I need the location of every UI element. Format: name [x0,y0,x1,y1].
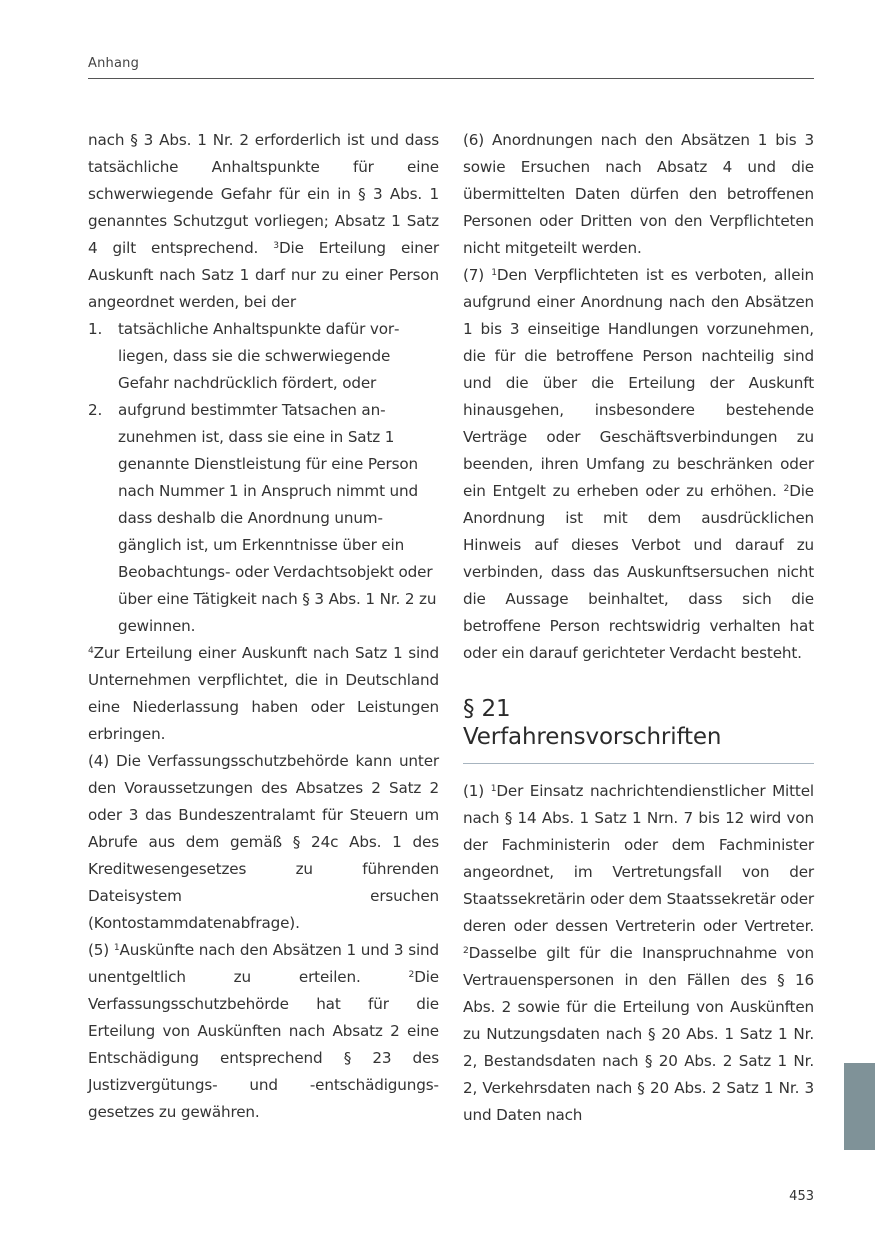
section-number: § 21 [463,696,511,722]
sentence-number: 1 [113,942,120,953]
running-head: Anhang [88,56,140,71]
sentence-number: 2 [783,483,790,494]
text: Der Einsatz nachrichtendienstlicher Mittel nach § 14 Abs. 1 Satz 1 Nrn. 7 bis 12 wird von der Fachministerin oder dem Fachminister angeordnet, im Vertretungsfall von der Staatssekretärin oder dem Staatssekretär oder deren oder dessen Vertreterin oder Vertreter. [463,782,815,935]
list-number: 1. [88,320,103,338]
list-text: tatsächliche Anhaltspunkte dafür vorliegen, dass sie die schwerwiegende Gefahr nachdrücklich fördert, oder [118,320,400,392]
text: (1) [463,782,491,800]
header-rule [88,78,814,79]
sentence-number: 2 [463,945,469,956]
section-heading [463,695,814,751]
list-number: 2. [88,401,103,419]
text: Den Verpflichteten ist es verboten, allein aufgrund einer Anordnung nach den Absätzen 1 bis 3 einseitige Handlungen vorzunehmen, die für die betroffene Person nachteilig sind und die über die Erteilung der Auskunft hinausgehen, insbesondere bestehende Verträge oder Geschäftsverbindungen zu beenden, ihren Umfang zu beschränken oder ein Entgelt zu erheben oder zu erhöhen. [463,266,814,500]
section-title: Verfahrensvorschriften [463,724,722,750]
list-text: aufgrund bestimmter Tatsachen anzunehmen ist, dass sie eine in Satz 1 genannte Dienstleistung für eine Person nach Nummer 1 in Anspruch nimmt und dass deshalb die Anordnung unumgänglich ist, um Erkenntnisse über ein Beobachtungs- oder Verdachtsobjekt oder über eine Tätigkeit nach § 3 Abs. 1 Nr. 2 zu gewinnen. [118,401,437,635]
text: nach § 3 Abs. 1 Nr. 2 erforderlich ist und dass tatsächliche Anhaltspunkte für eine schwerwiegende Gefahr für ein in § 3 Abs. 1 genanntes Schutzgut vorliegen; Absatz 1 Satz 4 gilt entsprechend. [88,131,439,257]
text: (7) [463,266,492,284]
sentence-number: 1 [490,783,497,794]
sentence-number: 3 [273,240,279,251]
sentence-number: 4 [88,645,94,656]
text: Dasselbe gilt für die Inanspruchnahme von Vertrauenspersonen in den Fällen des § 16 Abs. 2 sowie für die Erteilung von Auskünften zu Nutzungsdaten nach § 20 Abs. 1 Satz 1 Nr. 2, Bestandsdaten nach § 20 Abs. 2 Satz 1 Nr. 2, Verkehrsdaten nach § 20 Abs. 2 Satz 1 Nr. 3 und Daten nach [463,944,814,1124]
paragraph-7 [463,262,814,667]
section-rule [463,763,814,764]
right-column [463,127,814,1129]
text: Die Verfassungsschutzbehörde hat für die Erteilung von Auskünften nach Absatz 2 eine Entschädigung entsprechend § 23 des Justizvergütungs- und -entschädigungsgesetzes zu gewähren. [88,968,439,1121]
paragraph-4: (4) Die Verfassungsschutzbehörde kann unter den Voraussetzungen des Absatzes 2 Satz 2 oder 3 das Bundeszentralamt für Steuern um Abrufe aus dem gemäß § 24c Abs. 1 des Kreditwesengesetzes zu führenden Dateisystem ersuchen (Kontostammdatenabfrage). [88,752,439,932]
sentence-number: 1 [491,267,497,278]
list-item [88,397,439,640]
left-column [88,127,439,1126]
sentence-number: 2 [408,969,415,980]
text: Zur Erteilung einer Auskunft nach Satz 1 sind Unternehmen verpflichtet, die in Deutschland eine Niederlassung haben oder Leistungen erbringen. [88,644,439,743]
paragraph-5 [88,937,439,1126]
text: (5) [88,941,114,959]
section-21-paragraph-1 [463,778,814,1129]
paragraph-3-continued [88,127,439,316]
list-item [88,316,439,397]
text: Auskünfte nach den Absätzen 1 und 3 sind unentgeltlich zu erteilen. [88,941,439,986]
paragraph-6: (6) Anordnungen nach den Absätzen 1 bis 3 sowie Ersuchen nach Absatz 4 und die übermittelten Daten dürfen den betroffenen Personen oder Dritten von den Verpflichteten nicht mitgeteilt werden. [463,131,814,257]
numbered-list [88,316,439,640]
text: Die Anordnung ist mit dem ausdrücklichen Hinweis auf dieses Verbot und darauf zu verbinden, dass das Auskunftsersuchen nicht die Aussage beinhaltet, dass sich die betroffene Person rechtswidrig verhalten hat oder ein darauf gerichteter Verdacht besteht. [463,482,814,662]
page-number: 453 [789,1189,814,1204]
chapter-thumb-tab [844,1063,875,1150]
text: Die Erteilung einer Auskunft nach Satz 1 darf nur zu einer Person angeordnet werden, bei der [88,239,440,311]
paragraph-3-sentence-4 [88,640,439,748]
